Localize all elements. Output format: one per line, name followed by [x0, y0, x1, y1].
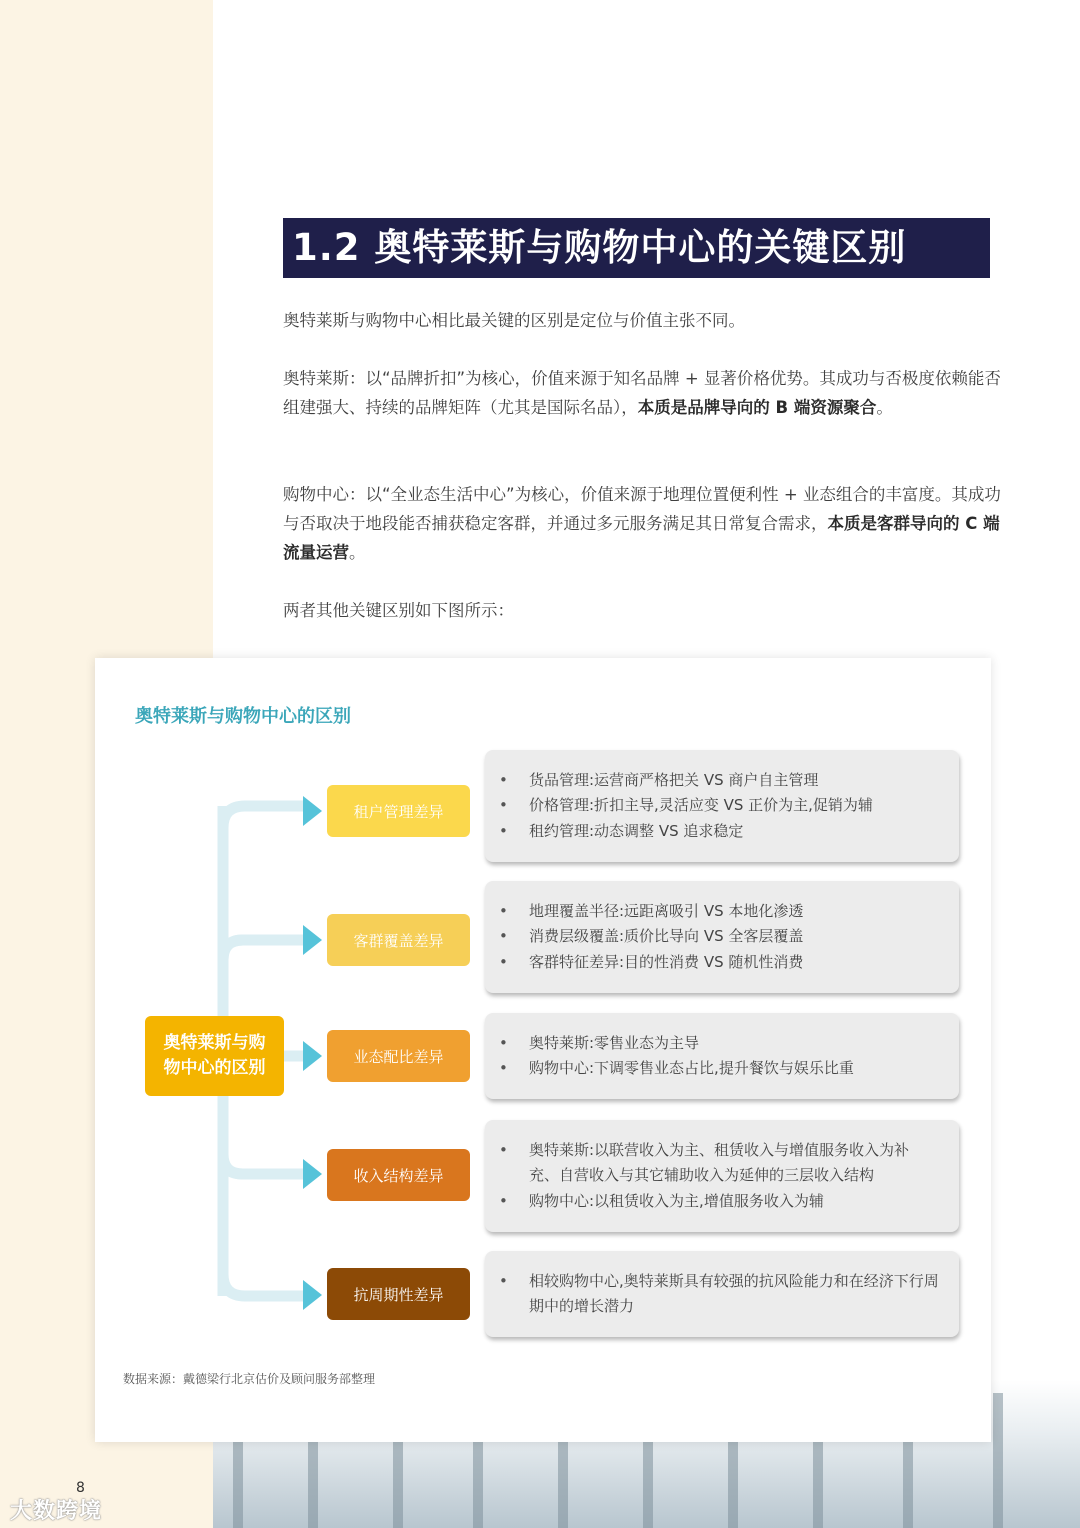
outlet-text: 奥特莱斯：以“品牌折扣”为核心，价值来源于知名品牌 + 显著价格优势。其成功与否极度依赖能否组建强大、持续的品牌矩阵（尤其是国际名品）， [283, 369, 1001, 417]
detail-box-format [485, 1013, 959, 1099]
section-title: 1.2 奥特莱斯与购物中心的关键区别 [283, 218, 990, 278]
arrow-2 [303, 925, 322, 955]
category-label: 业态配比差异 [353, 1047, 444, 1066]
lead-paragraph: 两者其他关键区别如下图所示： [283, 601, 514, 620]
mall-paragraph [283, 480, 1008, 567]
outlet-paragraph [283, 364, 1008, 422]
data-source: 数据来源：戴德梁行北京估价及顾问服务部整理 [123, 1372, 376, 1386]
detail-box-tenant [485, 750, 959, 862]
detail-item: • 购物中心:以租赁收入为主,增值服务收入为辅 [529, 1189, 939, 1215]
arrow-5 [303, 1280, 322, 1310]
category-customer [327, 914, 470, 966]
diagram-title: 奥特莱斯与购物中心的区别 [135, 706, 351, 727]
detail-item: • 奥特莱斯:以联营收入为主、租赁收入与增值服务收入为补充、自营收入与其它辅助收入为延伸的三层收入结构 [529, 1138, 939, 1189]
category-cycle [327, 1268, 470, 1320]
outlet-end: 。 [876, 398, 893, 417]
detail-item: • 购物中心:下调零售业态占比,提升餐饮与娱乐比重 [529, 1056, 939, 1082]
arrow-1 [303, 796, 322, 826]
connector-curve-2 [223, 940, 303, 960]
mall-bold: 本质是客群导向的 C 端流量运营 [283, 514, 1000, 562]
detail-item: • 奥特莱斯:零售业态为主导 [529, 1031, 939, 1057]
detail-box-customer [485, 881, 959, 993]
mall-end: 。 [349, 543, 366, 562]
category-label: 客群覆盖差异 [353, 931, 444, 950]
watermark-logo [10, 1494, 102, 1525]
detail-item: • 消费层级覆盖:质价比导向 VS 全客层覆盖 [529, 924, 939, 950]
category-format [327, 1030, 470, 1082]
detail-item: • 价格管理:折扣主导,灵活应变 VS 正价为主,促销为辅 [529, 793, 939, 819]
watermark-text: 大数跨境 [10, 1499, 103, 1524]
detail-item: • 客群特征差异:目的性消费 VS 随机性消费 [529, 950, 939, 976]
detail-item: • 地理覆盖半径:远距离吸引 VS 本地化渗透 [529, 899, 939, 925]
category-label: 租户管理差异 [353, 802, 444, 821]
root-label: 奥特莱斯与购物中心的区别 [163, 1033, 266, 1078]
diagram-card [95, 658, 991, 1442]
detail-item: • 相较购物中心,奥特莱斯具有较强的抗风险能力和在经济下行周期中的增长潜力 [529, 1269, 939, 1320]
detail-box-cycle [485, 1251, 959, 1337]
outlet-bold: 本质是品牌导向的 B 端资源聚合 [637, 398, 877, 417]
connector-curve-4 [223, 1154, 303, 1174]
arrow-3 [303, 1041, 322, 1071]
arrow-4 [303, 1159, 322, 1189]
category-revenue [327, 1149, 470, 1201]
intro-paragraph: 奥特莱斯与购物中心相比最关键的区别是定位与价值主张不同。 [283, 311, 745, 330]
category-tenant [327, 785, 470, 837]
detail-item: • 租约管理:动态调整 VS 追求稳定 [529, 819, 939, 845]
root-node [145, 1016, 284, 1096]
page-number: 8 [76, 1480, 85, 1496]
category-label: 抗周期性差异 [353, 1285, 444, 1304]
category-label: 收入结构差异 [353, 1166, 444, 1185]
detail-item: • 货品管理:运营商严格把关 VS 商户自主管理 [529, 768, 939, 794]
mall-text: 购物中心：以“全业态生活中心”为核心，价值来源于地理位置便利性 + 业态组合的丰富度。其成功与否取决于地段能否捕获稳定客群，并通过多元服务满足其日常复合需求， [283, 485, 1001, 533]
detail-box-revenue [485, 1120, 959, 1232]
